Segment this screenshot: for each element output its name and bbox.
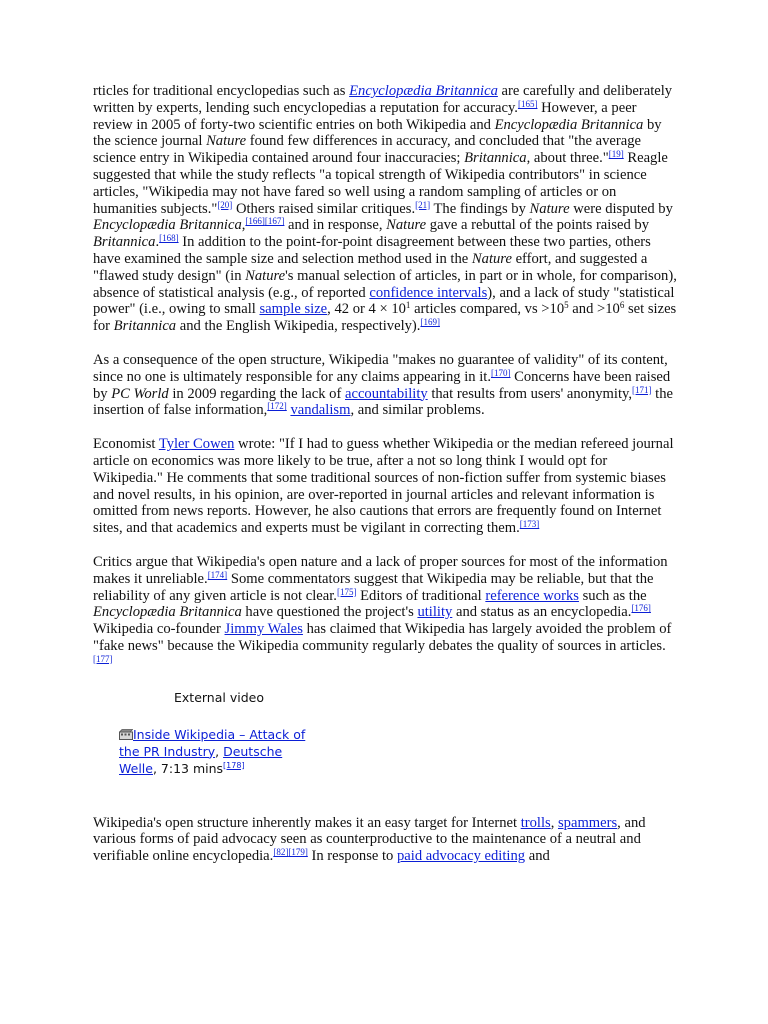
italic-term: PC World [111,385,169,402]
text-run: has claimed that Wikipedia has largely avoided the problem of "fake news" because the Wikipedia community regularly debates the quality of sources in articles. [93,621,672,654]
italic-term: Encyclopædia Britannica [93,217,242,234]
text-run: have questioned the project's [241,604,418,621]
text-run: by the science journal [93,116,662,150]
text-run: , 42 or 4 × 10 [327,301,406,318]
text-run: Economist [93,436,159,453]
link-reference-works[interactable]: reference works [485,587,579,604]
link-sample-size[interactable]: sample size [259,301,328,318]
text-run: Critics argue that Wikipedia's open nature and a lack of proper sources for most of the information makes it unreliable. [93,553,668,587]
text-run: were disputed by [569,200,673,217]
text-run: , [241,217,246,234]
italic-term: Nature [206,133,247,150]
text-run: Others raised similar critiques. [232,200,416,217]
text-run: wrote: "If I had to guess whether Wikipedia or the median refereed journal article on economics was more likely to be true, after a not so long think I would opt for Wikipedia." He comments that some traditional sources of non-fiction suffer from systemic biases and novel results, in his opinion, are over-reported in journal articles and relevant information is omitted from news reports. However, he also cautions that errors are frequently found on Internet sites, and that academics and experts must be vigilant in correcting them. [93,436,674,537]
italic-term: Britannica [464,150,527,167]
text-run: Wikipedia co-founder [93,621,225,638]
italic-term: Encyclopædia Britannica [93,604,242,621]
citation-ref[interactable]: [173] [519,519,540,530]
paragraph-reliability-studies [93,83,678,335]
link-tyler-cowen[interactable]: Tyler Cowen [158,436,235,453]
link-accountability[interactable]: accountability [345,385,428,402]
link-encyclopaedia-britannica[interactable]: Encyclopædia Britannica [349,83,498,99]
text-run: and in response, [284,217,387,234]
link-confidence-intervals[interactable]: confidence intervals [369,284,488,301]
text-run: ), and a lack of study "statistical power" (i.e., owing to small [93,284,675,318]
citation-ref[interactable]: [178] [223,760,245,770]
paragraph-open-target [93,815,678,865]
text-run: , about three." [526,150,609,167]
video-link-inside-wikipedia[interactable]: Inside Wikipedia – Attack of the PR Industry [119,726,306,759]
external-video-heading: External video [174,689,264,705]
text-run: , [550,814,558,831]
text-run: As a consequence of the open structure, Wikipedia "makes no guarantee of validity" of its content, since no one is ultimately responsible for any claims appearing in it. [93,351,668,385]
exponent: 6 [619,300,625,311]
external-video-box [93,689,678,777]
paragraph-tyler-cowen [93,436,678,537]
citation-ref[interactable]: [82][179] [273,847,308,858]
link-vandalism[interactable]: vandalism [290,402,351,419]
text-run: 's manual selection of articles, in part or in whole, for comparison), absence of statistical analysis (e.g., of reported [93,267,677,301]
link-trolls[interactable]: trolls [520,814,551,831]
text-run: in 2009 regarding the lack of [168,385,345,402]
text-run: Editors of traditional [356,587,486,604]
text-run: Reagle suggested that while the study reflects "a topical strength of Wikipedia contributors" in science articles, "Wikipedia may not have fared so well using a random sampling of articles or on humanities subjects." [93,150,668,217]
citation-ref[interactable]: [169] [420,317,440,328]
citation-ref[interactable]: [166][167] [245,216,285,227]
text-run: Wikipedia's open structure inherently makes it an easy target for Internet [93,814,521,831]
italic-term: Nature [471,250,512,267]
text-run: and [525,848,550,865]
paragraph-critics [93,554,678,672]
citation-ref[interactable]: [21] [415,199,431,210]
text-run: and the English Wikipedia, respectively). [176,318,421,335]
text-run: The findings by [430,200,530,217]
link-paid-advocacy-editing[interactable]: paid advocacy editing [397,848,526,865]
text-run: , and similar problems. [350,402,485,419]
text-run: and status as an encyclopedia. [452,604,632,621]
citation-ref[interactable]: [168] [159,233,179,244]
link-spammers[interactable]: spammers [557,814,618,831]
citation-ref[interactable]: [19] [608,149,624,160]
text-run: In addition to the point-for-point disagreement between these two parties, others have examined the sample size and selection method used in the [93,234,651,267]
text-run: gave a rebuttal of the points raised by [426,217,650,234]
exponent: 5 [564,300,569,311]
exponent: 1 [405,300,411,311]
citation-ref[interactable]: [171] [632,384,652,395]
text-run: effort, and suggested a "flawed study design" (in [93,250,648,284]
text-run: . [155,234,160,251]
citation-ref[interactable]: [174] [207,569,228,580]
article-body [93,83,678,882]
text-run: such as the [578,587,647,604]
citation-ref[interactable]: [20] [217,199,233,210]
link-utility[interactable]: utility [417,604,453,621]
italic-term: Britannica [113,318,177,335]
film-icon [119,729,133,740]
citation-ref[interactable]: [165] [517,98,538,109]
text-run: Concerns have been raised by [93,368,671,402]
citation-ref[interactable]: [175] [336,586,357,597]
paragraph-open-structure [93,352,678,419]
link-jimmy-wales[interactable]: Jimmy Wales [224,621,303,638]
text-run: However, a peer review in 2005 of forty-two scientific entries on both Wikipedia and [93,99,637,133]
text-run: rticles for traditional encyclopedias such as [93,83,350,99]
italic-term: Britannica [93,234,156,251]
text-run: , [215,743,224,759]
video-duration: , 7:13 mins [152,760,224,776]
text-run: and >10 [568,301,620,318]
external-video-item [119,726,319,777]
italic-term: Encyclopædia Britannica [494,116,644,133]
italic-term: Nature [245,267,286,284]
text-run: set sizes for [93,301,677,335]
text-run: found few differences in accuracy, and concluded that "the average science entry in Wikipedia contained around four inaccuracies; [93,133,641,167]
text-run: Some commentators suggest that Wikipedia may be reliable, but that the reliability of any given article is not clear. [93,570,654,604]
italic-term: Nature [386,217,427,234]
text-run: are carefully and deliberately written by experts, lending such encyclopedias a reputation for accuracy. [93,83,673,116]
text-run: , and various forms of paid advocacy seen as counterproductive to the maintenance of a neutral and verifiable online encyclopedia. [93,814,646,865]
italic-term: Nature [529,200,570,217]
citation-ref[interactable]: [170] [491,367,511,378]
text-run: the insertion of false information, [93,385,673,419]
text-run: In response to [307,848,397,865]
video-link-deutsche-welle[interactable]: Deutsche Welle [119,743,283,776]
citation-ref[interactable]: [176] [631,603,651,614]
citation-ref[interactable]: [172] [267,401,287,412]
citation-ref[interactable]: [177] [93,653,113,664]
text-run: that results from users' anonymity, [427,385,633,402]
text-run: articles compared, vs >10 [410,301,565,318]
